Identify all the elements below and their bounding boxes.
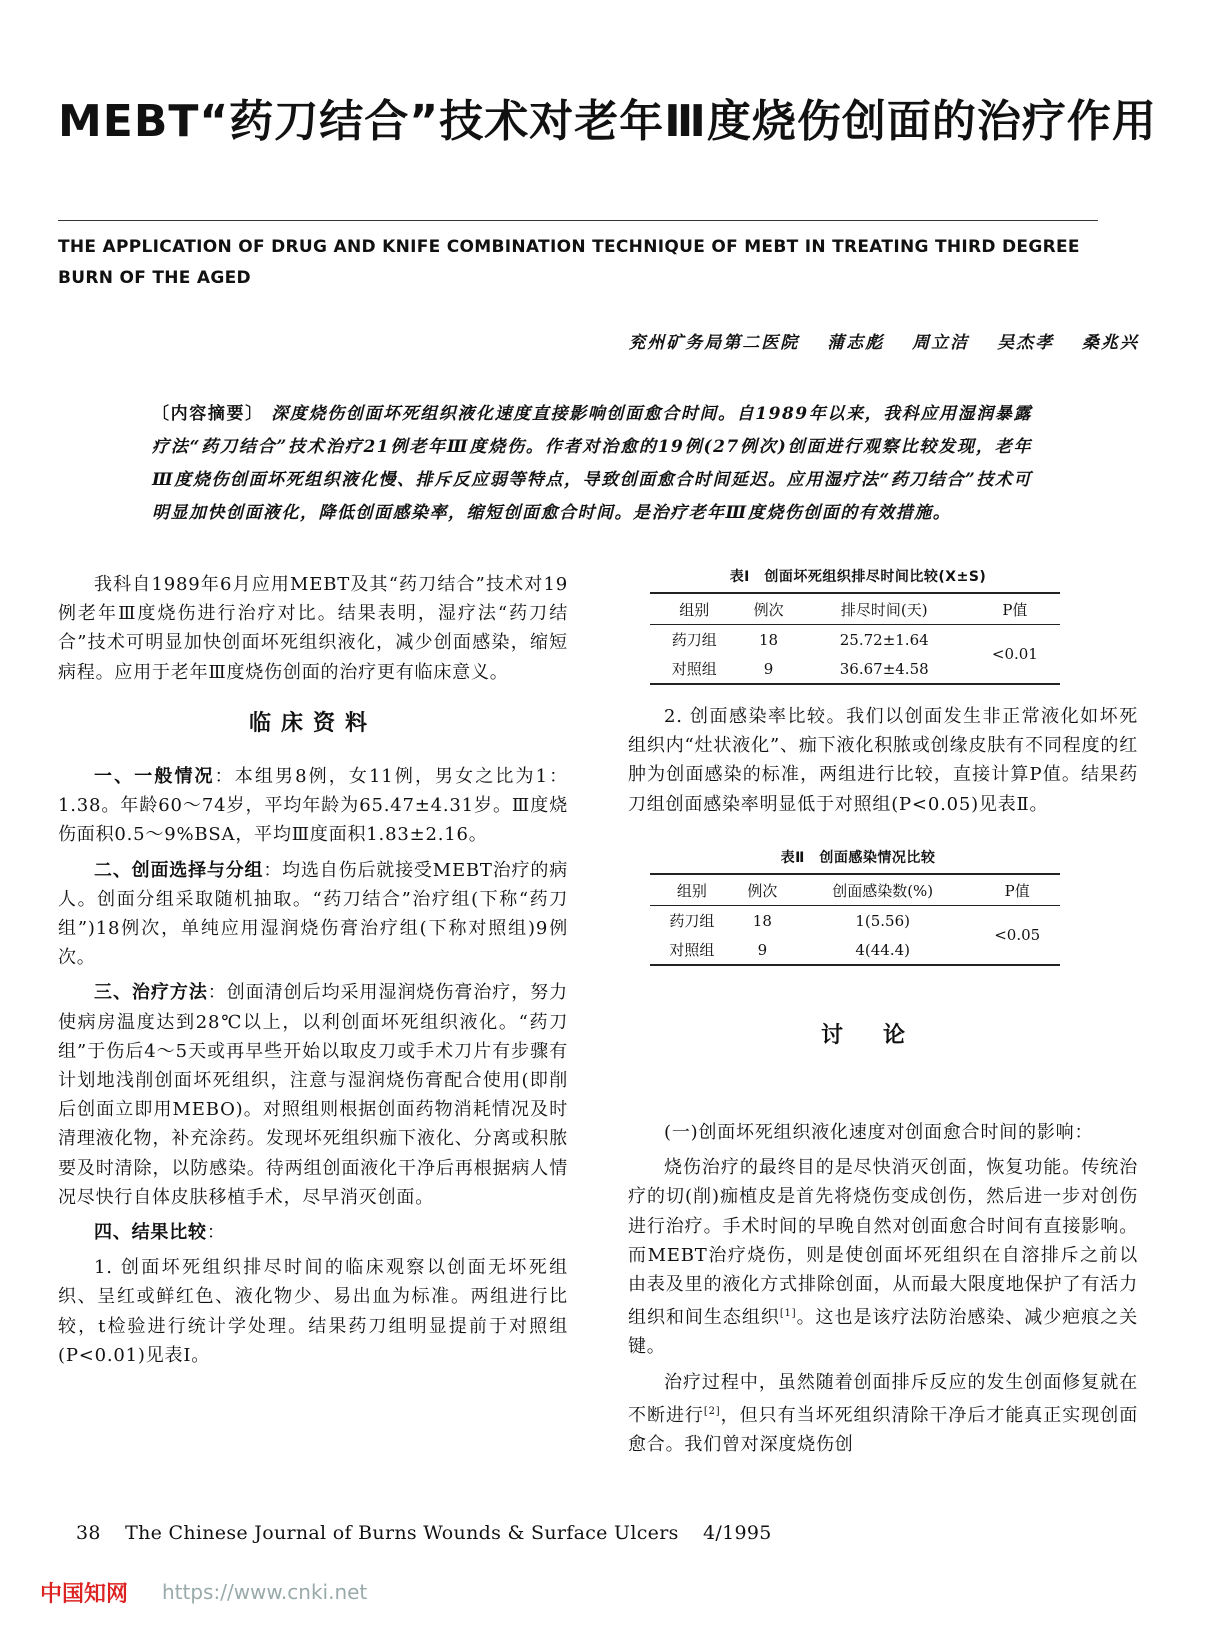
english-title: THE APPLICATION OF DRUG AND KNIFE COMBINATION TECHNIQUE OF MEBT IN TREATING THIRD DEGREE BURN OF THE AGED xyxy=(58,237,1080,288)
table-1 xyxy=(628,566,1088,685)
table-1-grid xyxy=(650,592,1060,685)
paragraph-general: 一、一般情况：本组男8例，女11例，男女之比为1：1.38。年龄60～74岁，平均年龄为65.47±4.31岁。Ⅲ度烧伤面积0.5～9%BSA，平均Ⅲ度面积1.83±2.16。 xyxy=(58,766,568,846)
abstract xyxy=(152,398,1032,530)
paragraph-result-1: 1. 创面坏死组织排尽时间的临床观察以创面无坏死组织、呈红或鲜红色、液化物少、易出血为标准。两组进行比较，t检验进行统计学处理。结果药刀组明显提前于对照组(P<0.01)见表Ⅰ。 xyxy=(58,1257,568,1366)
issue-number: 4/1995 xyxy=(703,1522,772,1544)
table-1-caption: 表Ⅰ 创面坏死组织排尽时间比较(X±S) xyxy=(729,569,987,585)
table-header: P值 xyxy=(974,874,1060,906)
citation: [1] xyxy=(779,1308,797,1320)
article-title: MEBT“药刀结合”技术对老年Ⅲ度烧伤创面的治疗作用 xyxy=(58,96,1157,147)
paragraph-results-head: 四、结果比较： xyxy=(94,1222,226,1244)
table-header: P值 xyxy=(970,593,1060,625)
cnki-url: https://www.cnki.net xyxy=(162,1580,368,1604)
journal-name: The Chinese Journal of Burns Wounds & Surface Ulcers xyxy=(125,1522,679,1544)
abstract-text: 深度烧伤创面坏死组织液化速度直接影响创面愈合时间。自1989年以来，我科应用湿润暴露疗法“药刀结合”技术治疗21例老年Ⅲ度烧伤。作者对治愈的19例(27例次)创面进行观察比较发现，老年Ⅲ度烧伤创面坏死组织液化慢、排斥反应弱等特点，导致创面愈合时间延迟。应用湿疗法“药刀结合”技术可明显加快创面液化，降低创面感染率，缩短创面愈合时间。是治疗老年Ⅲ度烧伤创面的有效措施。 xyxy=(152,404,1032,523)
paragraph-discussion-2: 治疗过程中，虽然随着创面排斥反应的发生创面修复就在不断进行[2]，但只有当坏死组织清除干净后才能真正实现创面愈合。我们曾对深度烧伤创 xyxy=(628,1371,1138,1456)
page-footer xyxy=(76,1522,790,1544)
table-header: 排尽时间(天) xyxy=(799,593,970,625)
table-row: 药刀组 18 25.72±1.64 <0.01 xyxy=(650,625,1060,655)
author-line xyxy=(628,328,1139,353)
right-column-upper xyxy=(628,702,1138,825)
table-row: 对照组 9 36.67±4.58 xyxy=(650,654,1060,684)
abstract-tag: 〔内容摘要〕 xyxy=(152,404,264,424)
author-name: 周立洁 xyxy=(912,333,970,353)
author-name: 蒲志彪 xyxy=(827,333,885,353)
table-header: 例次 xyxy=(734,874,791,906)
page-number: 38 xyxy=(76,1522,101,1544)
table-2-caption: 表Ⅱ 创面感染情况比较 xyxy=(780,850,936,866)
right-column-lower xyxy=(628,1118,1138,1465)
author-name: 吴杰孝 xyxy=(997,333,1055,353)
author-name: 桑兆兴 xyxy=(1082,333,1139,353)
cnki-logo: 中国知网 xyxy=(40,1582,129,1607)
affiliation: 兖州矿务局第二医院 xyxy=(628,333,800,353)
section-title-discussion: 讨论 xyxy=(820,1023,945,1048)
table-header: 例次 xyxy=(738,593,798,625)
p-value: <0.05 xyxy=(974,906,1060,966)
left-column xyxy=(58,570,568,1376)
section-title-clinical: 临床资料 xyxy=(248,710,377,736)
paragraph-grouping: 二、创面选择与分组：均选自伤后就接受MEBT治疗的病人。创面分组采取随机抽取。“药刀结合”治疗组(下称“药刀组”)18例次，单纯应用湿润烧伤膏治疗组(下称对照组)9例次。 xyxy=(58,859,568,969)
table-row: 对照组 9 4(44.4) xyxy=(650,935,1060,965)
table-row: 药刀组 18 1(5.56) <0.05 xyxy=(650,906,1060,936)
table-2-grid xyxy=(650,873,1060,966)
table-2 xyxy=(628,847,1088,966)
table-header: 创面感染数(%) xyxy=(791,874,975,906)
table-header: 组别 xyxy=(650,593,738,625)
p-value: <0.01 xyxy=(970,625,1060,685)
title-rule xyxy=(58,220,1098,221)
table-header: 组别 xyxy=(650,874,734,906)
intro-paragraph: 我科自1989年6月应用MEBT及其“药刀结合”技术对19例老年Ⅲ度烧伤进行治疗对比。结果表明，湿疗法“药刀结合”技术可明显加快创面坏死组织液化，减少创面感染，缩短病程。应用于老年Ⅲ度烧伤创面的治疗更有临床意义。 xyxy=(58,574,568,683)
paragraph-discussion-1: 烧伤治疗的最终目的是尽快消灭创面，恢复功能。传统治疗的切(削)痂植皮是首先将烧伤变成创伤，然后进一步对创伤进行治疗。手术时间的早晚自然对创面愈合时间有直接影响。而MEBT治疗烧伤，则是使创面坏死组织在自溶排斥之前以由表及里的液化方式排除创面，从而最大限度地保护了有活力组织和间生态组织[1]。这也是该疗法防治感染、减少疤痕之关键。 xyxy=(628,1157,1138,1358)
paragraph-result-2: 2. 创面感染率比较。我们以创面发生非正常液化如坏死组织内“灶状液化”、痂下液化积脓或创缘皮肤有不同程度的红肿为创面感染的标准，两组进行比较，直接计算P值。结果药刀组创面感染率明显低于对照组(P<0.05)见表Ⅱ。 xyxy=(628,706,1138,815)
paragraph-method: 三、治疗方法：创面清创后均采用湿润烧伤膏治疗，努力使病房温度达到28℃以上，以利创面坏死组织液化。“药刀组”于伤后4～5天或再早些开始以取皮刀或手术刀片有步骤有计划地浅削创面坏死组织，注意与湿润烧伤膏配合使用(即削后创面立即用MEBO)。对照组则根据创面药物消耗情况及时清理液化物，补充涂药。发现坏死组织痂下液化、分离或积脓要及时清除，以防感染。待两组创面液化干净后再根据病人情况尽快行自体皮肤移植手术，尽早消灭创面。 xyxy=(58,982,568,1208)
citation: [2] xyxy=(703,1405,721,1417)
discussion-subheading: (一)创面坏死组织液化速度对创面愈合时间的影响： xyxy=(664,1122,1094,1143)
